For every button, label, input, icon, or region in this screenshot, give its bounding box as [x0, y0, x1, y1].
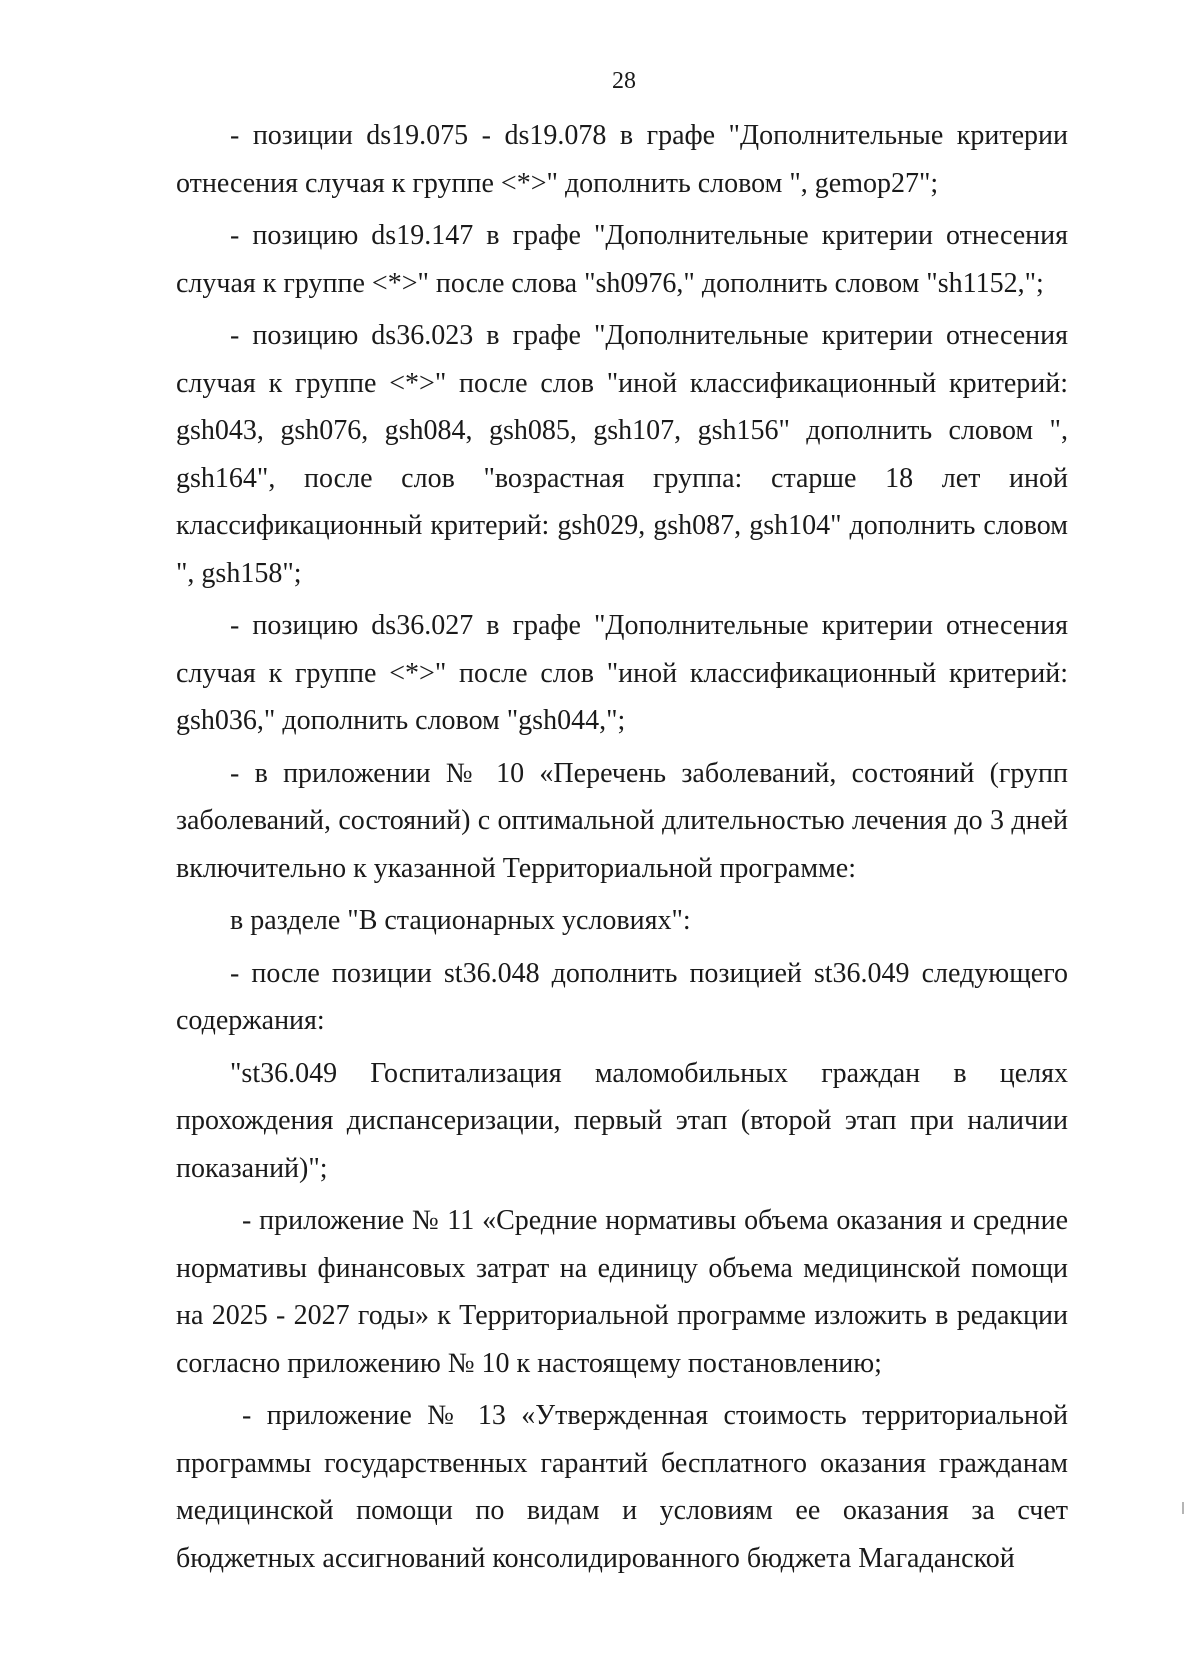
paragraph-ds36-023: - позицию ds36.023 в графе "Дополнительные критерии отнесения случая к группе <*>" после слов "иной классификационный критерий: gsh043, gsh076, gsh084, gsh085, gsh107, gsh156" дополнить словом ", gsh164", после слов "возрастная группа: старше 18 лет иной классификационный критерий: gsh029, gsh087, gsh104" дополнить словом ", gsh158";	[176, 320, 1068, 589]
paragraph-ds36-027: - позицию ds36.027 в графе "Дополнительные критерии отнесения случая к группе <*>" после слов "иной классификационный критерий: gsh036," дополнить словом "gsh044,";	[176, 610, 1068, 736]
paragraph-section-inpatient: в разделе "В стационарных условиях":	[230, 905, 691, 936]
paragraph-appendix-10: - в приложении № 10 «Перечень заболеваний, состояний (групп заболеваний, состояний) с оптимальной длительностью лечения до 3 дней включительно к указанной Территориальной программе:	[176, 757, 1068, 884]
paragraph-st36-049: "st36.049 Госпитализация маломобильных граждан в целях прохождения диспансеризации, первый этап (второй этап при наличии показаний)";	[176, 1057, 1068, 1184]
document-body	[176, 112, 1068, 1587]
paragraph-ds19-075: - позиции ds19.075 - ds19.078 в графе "Дополнительные критерии отнесения случая к группе <*>" дополнить словом ", gemop27";	[176, 120, 1068, 199]
paragraph-ds19-147: - позицию ds19.147 в графе "Дополнительные критерии отнесения случая к группе <*>" после слова "sh0976," дополнить словом "sh1152,";	[176, 220, 1068, 299]
paragraph-st36-048: - после позиции st36.048 дополнить позицией st36.049 следующего содержания:	[176, 957, 1068, 1036]
paragraph-appendix-11: - приложение № 11 «Средние нормативы объема оказания и средние нормативы финансовых затрат на единицу объема медицинской помощи на 2025 - 2027 годы» к Территориальной программе изложить в редакции согласно приложению № 10 к настоящему постановлению;	[176, 1205, 1068, 1379]
page-number: 28	[612, 68, 636, 94]
scan-artifact-mark	[1182, 1502, 1184, 1514]
paragraph-appendix-13: - приложение № 13 «Утвержденная стоимость территориальной программы государственных гарантий бесплатного оказания гражданам медицинской помощи по видам и условиям ее оказания за счет бюджетных ассигнований консолидированного бюджета Магаданской	[176, 1400, 1068, 1574]
